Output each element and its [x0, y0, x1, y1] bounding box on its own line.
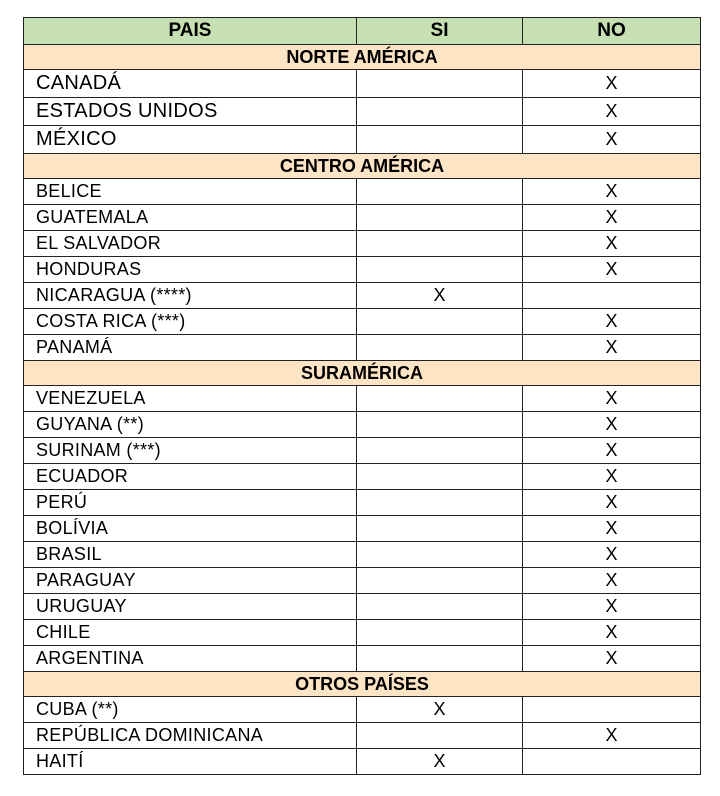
no-mark-cell: X — [523, 257, 701, 283]
table-row — [24, 231, 701, 257]
no-mark-cell: X — [523, 205, 701, 231]
region-header-row — [24, 361, 701, 386]
country-name-cell: PARAGUAY — [24, 568, 357, 594]
yes-mark-cell — [357, 386, 523, 412]
table-row — [24, 283, 701, 309]
yes-mark-cell — [357, 231, 523, 257]
no-mark-cell: X — [523, 542, 701, 568]
country-name-cell: REPÚBLICA DOMINICANA — [24, 723, 357, 749]
yes-mark-cell: X — [357, 283, 523, 309]
country-name-cell: BELICE — [24, 179, 357, 205]
yes-mark-cell — [357, 594, 523, 620]
country-name-cell: GUATEMALA — [24, 205, 357, 231]
no-mark-cell: X — [523, 516, 701, 542]
no-mark-cell — [523, 283, 701, 309]
no-mark-cell: X — [523, 464, 701, 490]
table-row — [24, 335, 701, 361]
no-mark-cell: X — [523, 723, 701, 749]
countries-table — [23, 17, 701, 775]
no-mark-cell: X — [523, 568, 701, 594]
yes-mark-cell — [357, 98, 523, 126]
table-row — [24, 464, 701, 490]
country-name-cell: NICARAGUA (****) — [24, 283, 357, 309]
no-mark-cell: X — [523, 412, 701, 438]
no-mark-cell: X — [523, 490, 701, 516]
region-header-row — [24, 672, 701, 697]
table-row — [24, 620, 701, 646]
no-mark-cell — [523, 697, 701, 723]
no-mark-cell: X — [523, 646, 701, 672]
table-row — [24, 309, 701, 335]
country-name-cell: ECUADOR — [24, 464, 357, 490]
no-mark-cell: X — [523, 438, 701, 464]
region-title: CENTRO AMÉRICA — [24, 154, 701, 179]
yes-mark-cell — [357, 723, 523, 749]
header-no: NO — [523, 18, 701, 45]
yes-mark-cell — [357, 205, 523, 231]
no-mark-cell — [523, 749, 701, 775]
no-mark-cell: X — [523, 594, 701, 620]
country-name-cell: HAITÍ — [24, 749, 357, 775]
table-row — [24, 568, 701, 594]
yes-mark-cell — [357, 126, 523, 154]
no-mark-cell: X — [523, 179, 701, 205]
country-name-cell: ARGENTINA — [24, 646, 357, 672]
no-mark-cell: X — [523, 386, 701, 412]
no-mark-cell: X — [523, 309, 701, 335]
table-row — [24, 490, 701, 516]
table-row — [24, 179, 701, 205]
country-name-cell: SURINAM (***) — [24, 438, 357, 464]
region-header-row — [24, 45, 701, 70]
country-name-cell: EL SALVADOR — [24, 231, 357, 257]
country-name-cell: ESTADOS UNIDOS — [24, 98, 357, 126]
no-mark-cell: X — [523, 126, 701, 154]
country-name-cell: BRASIL — [24, 542, 357, 568]
region-title: OTROS PAÍSES — [24, 672, 701, 697]
country-name-cell: VENEZUELA — [24, 386, 357, 412]
table-row — [24, 386, 701, 412]
table-row — [24, 205, 701, 231]
table-row — [24, 257, 701, 283]
yes-mark-cell — [357, 568, 523, 594]
table-row — [24, 646, 701, 672]
country-name-cell: MÉXICO — [24, 126, 357, 154]
yes-mark-cell — [357, 309, 523, 335]
no-mark-cell: X — [523, 231, 701, 257]
table-row — [24, 70, 701, 98]
yes-mark-cell — [357, 438, 523, 464]
table-body — [24, 45, 701, 775]
header-country: PAIS — [24, 18, 357, 45]
yes-mark-cell: X — [357, 749, 523, 775]
yes-mark-cell — [357, 412, 523, 438]
table-header-row — [24, 18, 701, 45]
yes-mark-cell — [357, 646, 523, 672]
country-name-cell: GUYANA (**) — [24, 412, 357, 438]
table-row — [24, 723, 701, 749]
yes-mark-cell — [357, 257, 523, 283]
country-name-cell: CUBA (**) — [24, 697, 357, 723]
country-name-cell: PANAMÁ — [24, 335, 357, 361]
table-row — [24, 697, 701, 723]
country-name-cell: CANADÁ — [24, 70, 357, 98]
yes-mark-cell — [357, 542, 523, 568]
table-row — [24, 749, 701, 775]
yes-mark-cell — [357, 490, 523, 516]
country-name-cell: BOLÍVIA — [24, 516, 357, 542]
region-header-row — [24, 154, 701, 179]
country-name-cell: URUGUAY — [24, 594, 357, 620]
no-mark-cell: X — [523, 70, 701, 98]
table-row — [24, 126, 701, 154]
table-row — [24, 594, 701, 620]
table-row — [24, 438, 701, 464]
region-title: NORTE AMÉRICA — [24, 45, 701, 70]
country-name-cell: PERÚ — [24, 490, 357, 516]
region-title: SURAMÉRICA — [24, 361, 701, 386]
no-mark-cell: X — [523, 335, 701, 361]
yes-mark-cell — [357, 464, 523, 490]
no-mark-cell: X — [523, 98, 701, 126]
yes-mark-cell — [357, 335, 523, 361]
no-mark-cell: X — [523, 620, 701, 646]
yes-mark-cell — [357, 179, 523, 205]
table-row — [24, 98, 701, 126]
yes-mark-cell — [357, 516, 523, 542]
country-name-cell: HONDURAS — [24, 257, 357, 283]
table-row — [24, 542, 701, 568]
yes-mark-cell — [357, 620, 523, 646]
table-row — [24, 516, 701, 542]
country-name-cell: CHILE — [24, 620, 357, 646]
table-row — [24, 412, 701, 438]
country-name-cell: COSTA RICA (***) — [24, 309, 357, 335]
yes-mark-cell — [357, 70, 523, 98]
yes-mark-cell: X — [357, 697, 523, 723]
header-yes: SI — [357, 18, 523, 45]
